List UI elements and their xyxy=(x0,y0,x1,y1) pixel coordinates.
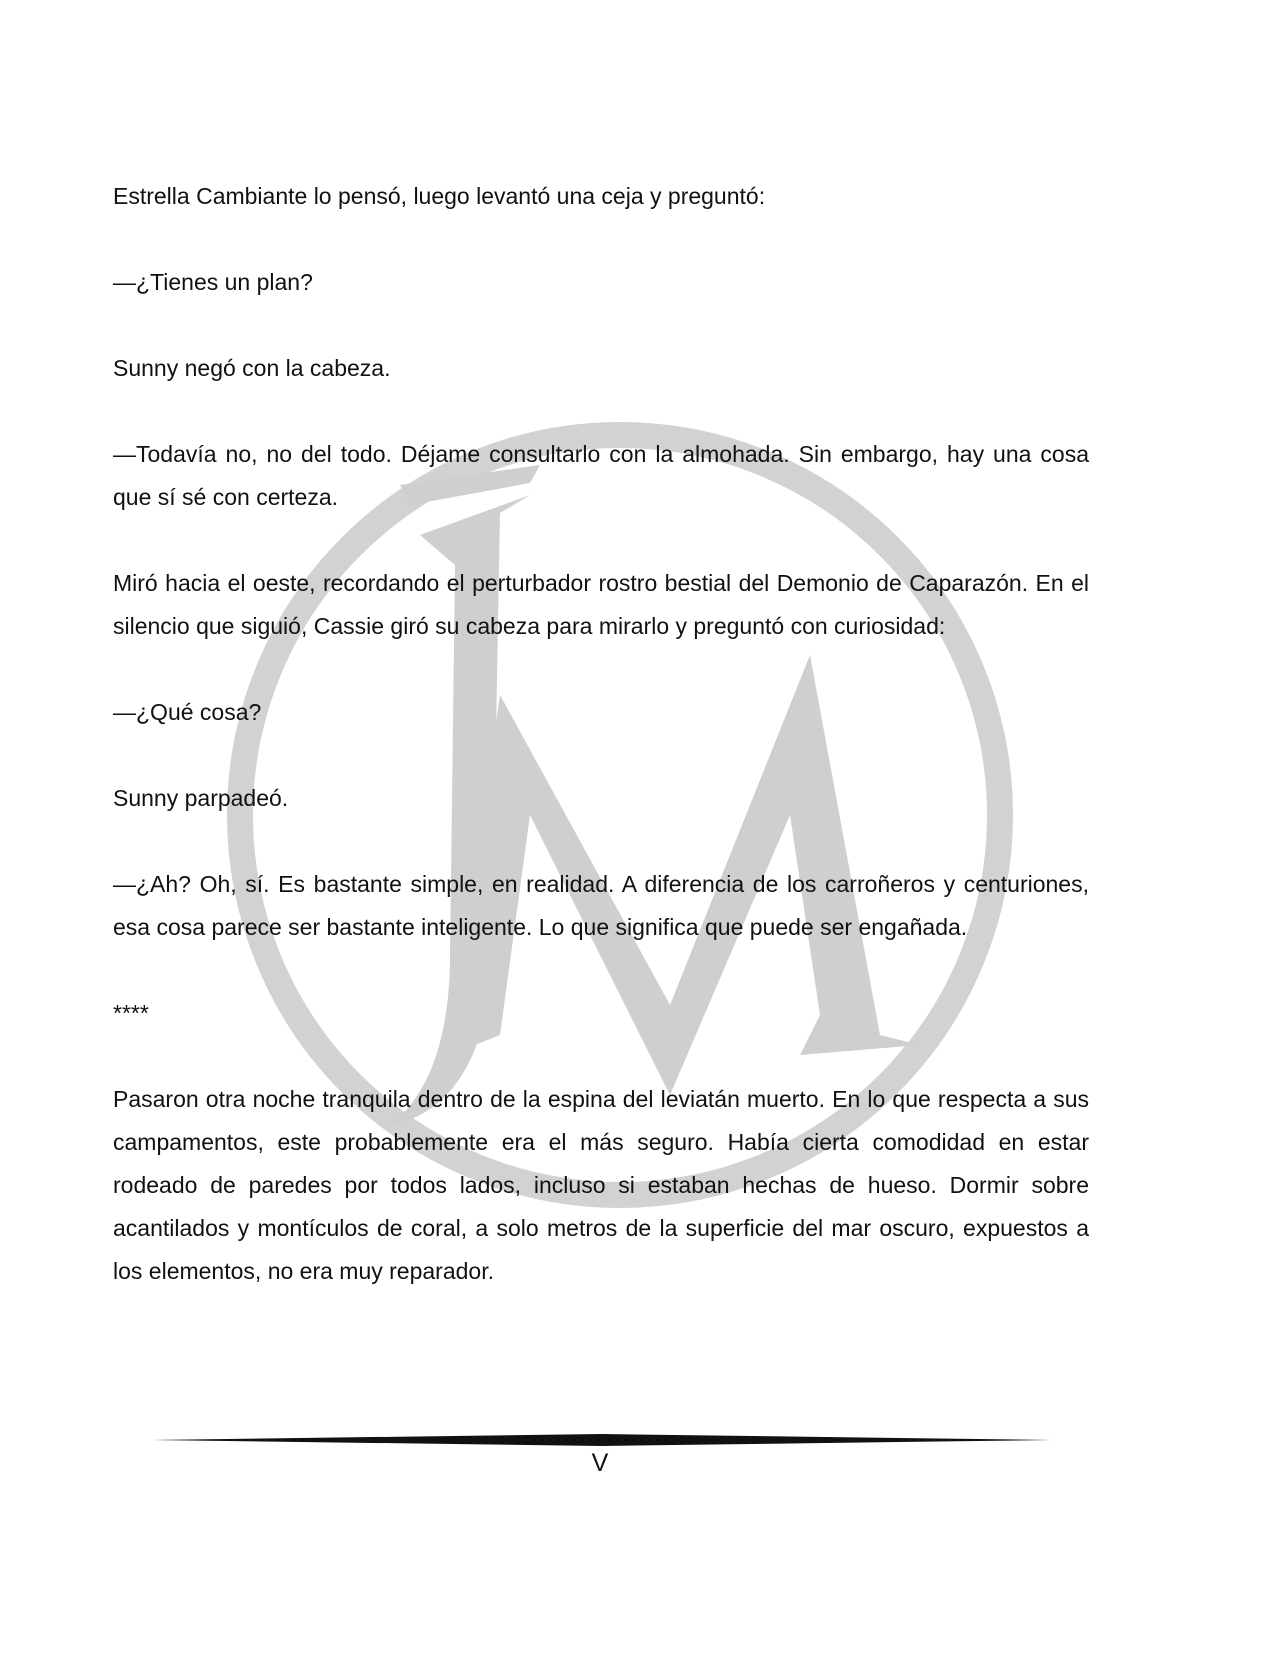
paragraph-4: —Todavía no, no del todo. Déjame consultarlo con la almohada. Sin embargo, hay una cosa que sí sé con certeza. xyxy=(113,441,1089,510)
body-text xyxy=(113,175,1089,1336)
paragraph-7: Sunny parpadeó. xyxy=(113,785,289,811)
paragraph-1: Estrella Cambiante lo pensó, luego levantó una ceja y preguntó: xyxy=(113,183,766,209)
footer-divider xyxy=(152,1434,1052,1446)
paragraph-6: —¿Qué cosa? xyxy=(113,699,262,725)
scene-break: **** xyxy=(113,1000,149,1026)
paragraph-3: Sunny negó con la cabeza. xyxy=(113,355,391,381)
page-number: V xyxy=(591,1449,609,1477)
paragraph-2: —¿Tienes un plan? xyxy=(113,269,313,295)
paragraph-5: Miró hacia el oeste, recordando el perturbador rostro bestial del Demonio de Caparazón. En el silencio que siguió, Cassie giró su cabeza para mirarlo y preguntó con curiosidad: xyxy=(113,570,1089,639)
paragraph-8: —¿Ah? Oh, sí. Es bastante simple, en realidad. A diferencia de los carroñeros y centuriones, esa cosa parece ser bastante inteligente. Lo que significa que puede ser engañada. xyxy=(113,871,1089,940)
paragraph-9: Pasaron otra noche tranquila dentro de la espina del leviatán muerto. En lo que respecta a sus campamentos, este probablemente era el más seguro. Había cierta comodidad en estar rodeado de paredes por todos lados, incluso si estaban hechas de hueso. Dormir sobre acantilados y montículos de coral, a solo metros de la superficie del mar oscuro, expuestos a los elementos, no era muy reparador. xyxy=(113,1086,1089,1284)
